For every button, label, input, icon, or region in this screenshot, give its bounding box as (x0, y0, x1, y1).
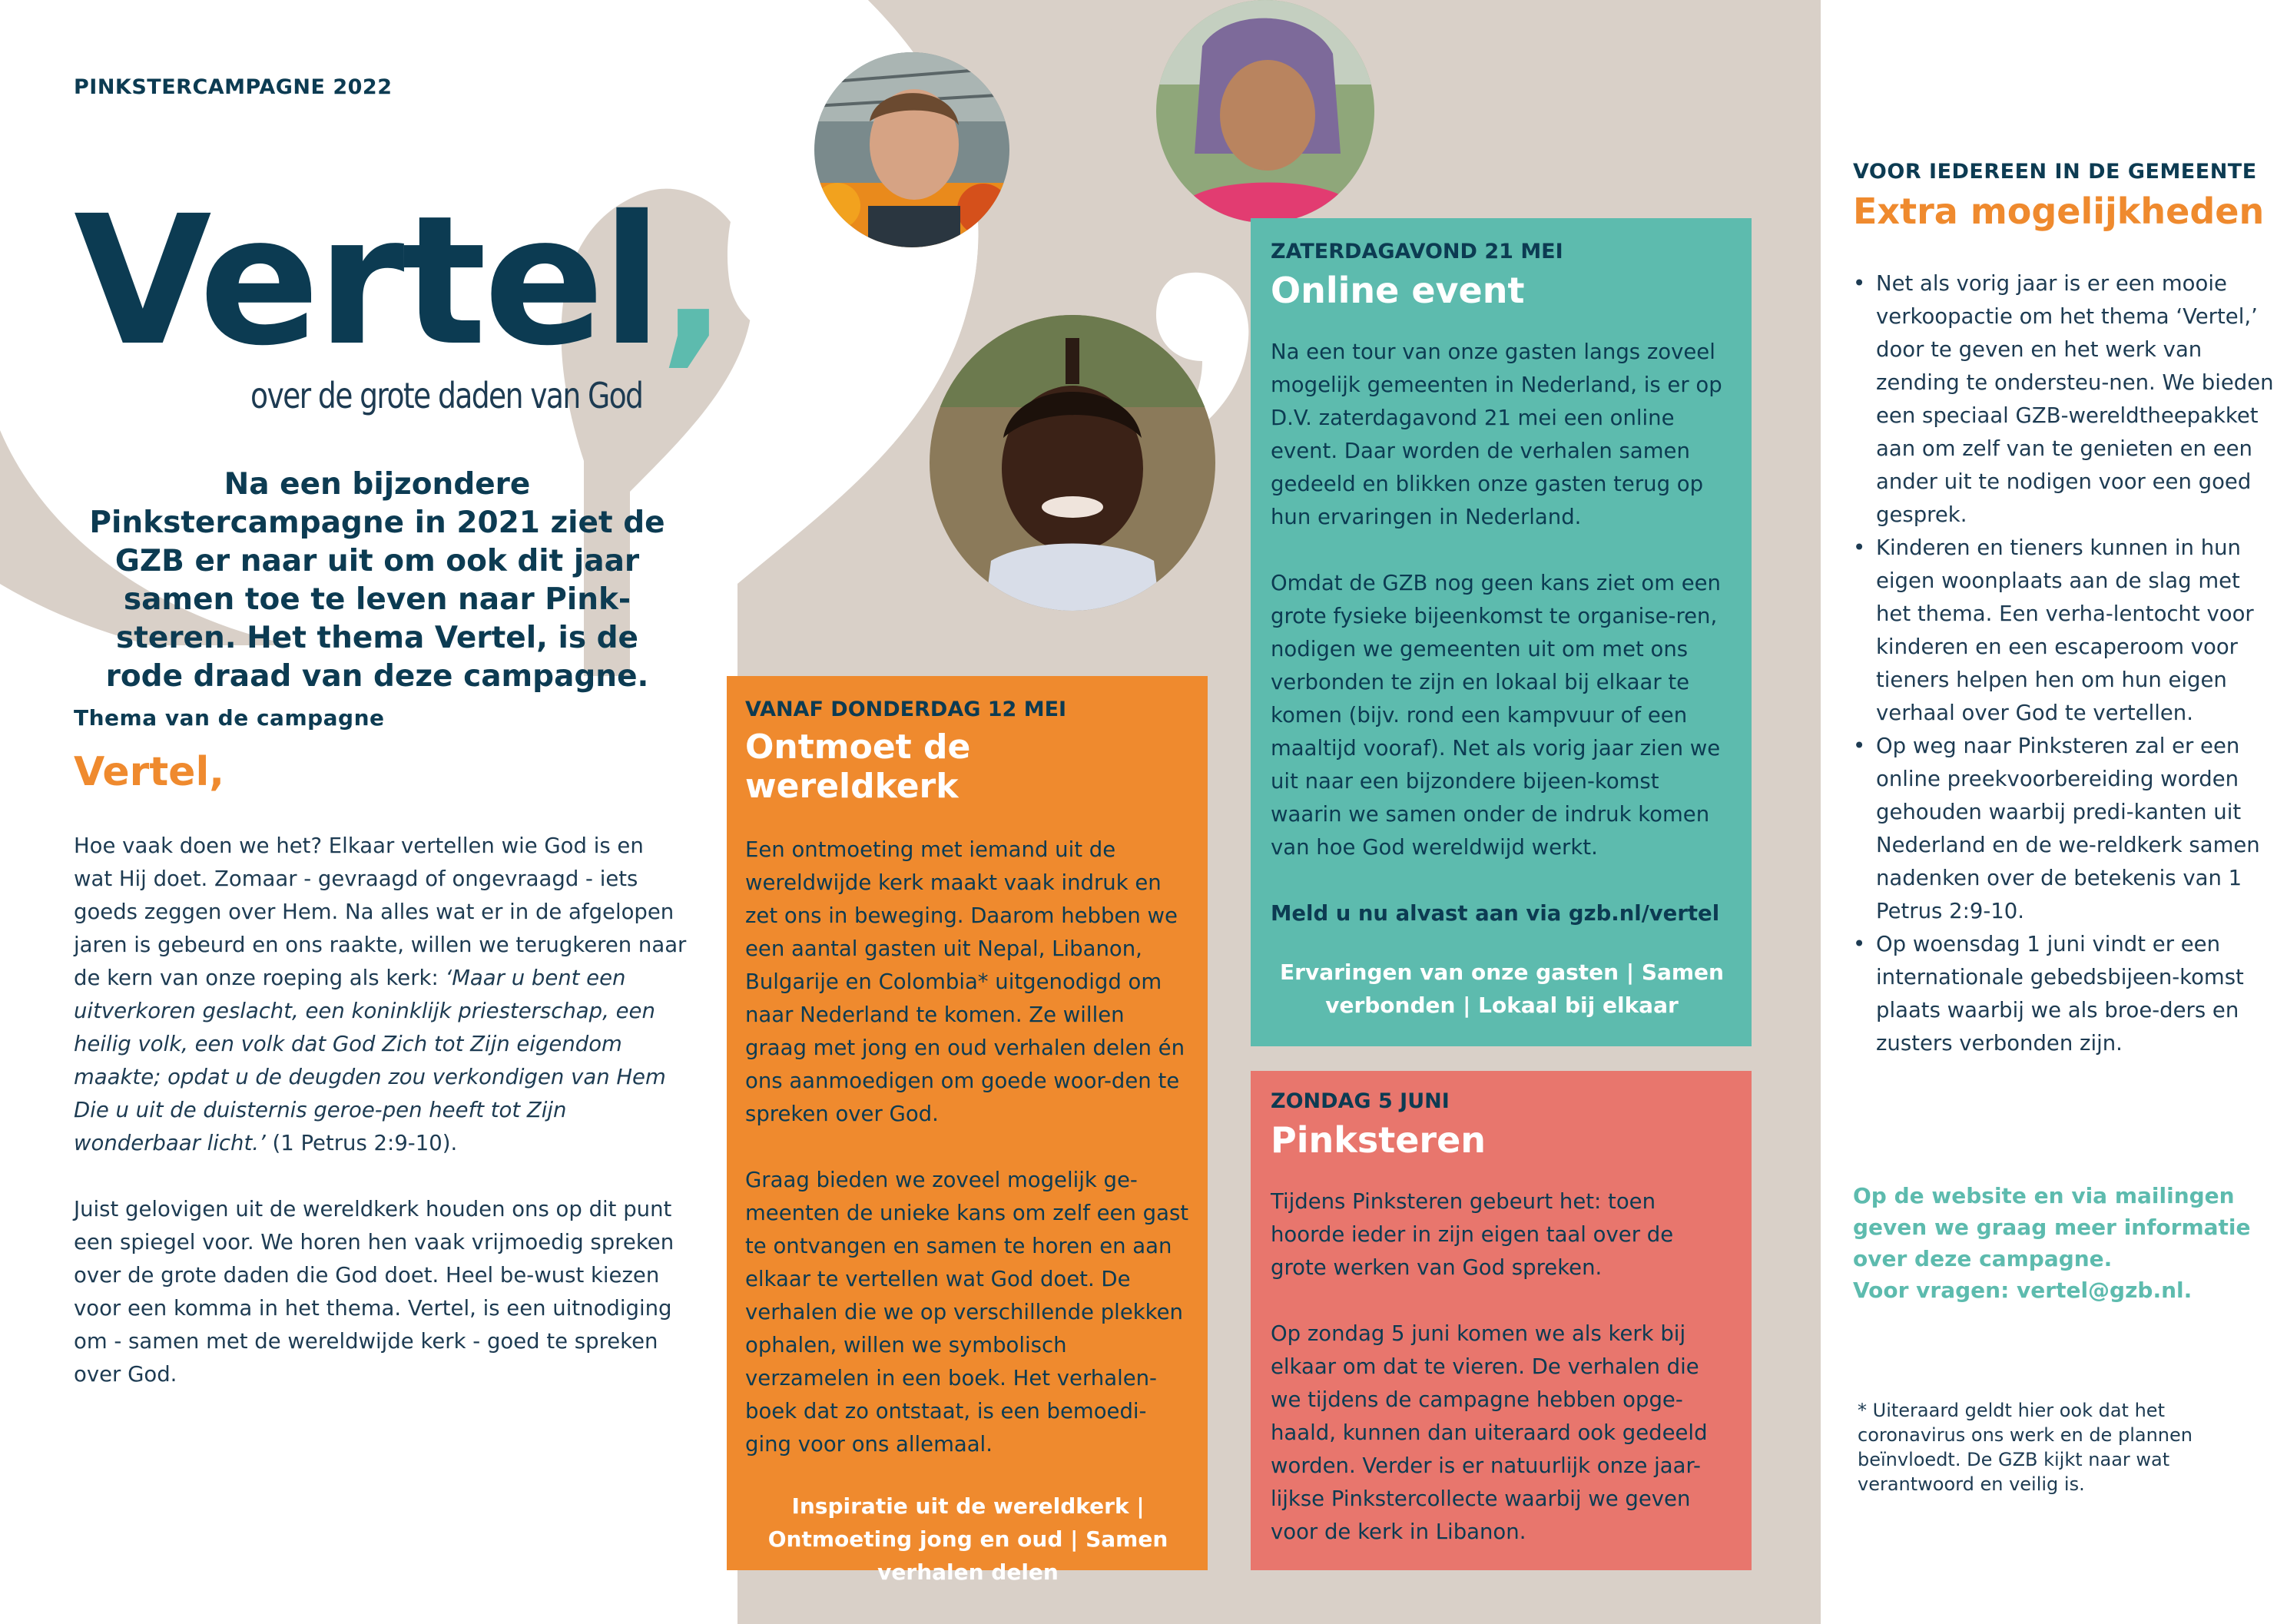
teal-box-paragraph-1: Na een tour van onze gasten langs zoveel mogelijk gemeenten in Nederland, is er op D.V. zaterdagavond 21 mei een online event. Daar worden de verhalen samen gedeeld en blikken onze gasten terug op hun ervaringen in Nederland. (1271, 340, 1722, 529)
hero-subtitle: over de grote daden van God (250, 375, 643, 416)
orange-box-footer: Inspiratie uit de wereldkerk | Ontmoeting jong en oud | Samen verhalen delen (767, 1493, 1168, 1585)
theme-p1-text: Hoe vaak doen we het? Elkaar vertellen wie God is en wat Hij doet. Zomaar - gevraagd of ongevraagd - iets goeds zeggen over Hem. Na alles wat er in de afgelopen jaren is gebeurd en ons raakte, willen we terugkeren naar de kern van onze roeping als kerk: (74, 834, 687, 990)
coral-box-paragraph-1: Tijdens Pinksteren gebeurt het: toen hoorde ieder in zijn eigen taal over de grote werken van God spreken. (1271, 1189, 1674, 1280)
hero-title-text: Vertel (74, 177, 660, 385)
right-col-bullet-list (1853, 267, 2275, 1060)
right-col-website-note (1853, 1180, 2268, 1306)
hero-comma: , (659, 177, 724, 385)
hero-title (74, 177, 724, 385)
list-item: • Op weg naar Pinksteren zal er een online preekvoorbereiding worden gehouden waarbij predi-kanten uit Nederland en de we-reldkerk samen nadenken over de betekenis van 1 Petrus 2:9-10. (1876, 730, 2275, 928)
coral-box-paragraph-2: Op zondag 5 juni komen we als kerk bij elkaar om dat te vieren. De verhalen die we tijdens de campagne hebben opge-haald, kunnen dan uiteraard ook gedeeld worden. Verder is er natuurlijk onze jaar-lijkse Pinkstercollecte waarbij we geven voor de kerk in Libanon. (1271, 1321, 1708, 1544)
list-item: • Kinderen en tieners kunnen in hun eigen woonplaats aan de slag met het thema. Een verha-lentocht voor kinderen en een escaperoom voor tieners helpen hen om hun eigen verhaal over God te vertellen. (1876, 532, 2275, 730)
theme-quote-ref: (1 Petrus 2:9-10). (265, 1131, 458, 1155)
orange-box-meet-world-church (727, 676, 1208, 1585)
orange-box-paragraph-2: Graag bieden we zoveel mogelijk ge-meenten de unieke kans om zelf een gast te ontvangen en samen te horen en aan elkaar te vertellen wat God doet. De verhalen die we op verschillende plekken ophalen, willen we symbolisch verzamelen in een boek. Het verhalen-boek dat zo ontstaat, is een bemoedi-ging voor ons allemaal. (745, 1168, 1189, 1457)
photo-man (814, 52, 1009, 247)
website-note-text: Op de website en via mailingen geven we graag meer informatie over deze campagne. (1853, 1183, 2251, 1271)
teal-box-footer: Ervaringen van onze gasten | Samen verbonden | Lokaal bij elkaar (1280, 959, 1724, 1018)
list-item: • Net als vorig jaar is er een mooie verkoopactie om het thema ‘Vertel,’ door te geven en het werk van zending te onderstеu-nen. We bieden een speciaal GZB-wereldtheepakket aan om zelf van te genieten en een ander uit te nodigen voor een goed gesprek. (1876, 267, 2275, 532)
teal-box-signup[interactable]: Meld u nu alvast aan via gzb.nl/vertel (1271, 901, 1720, 926)
coral-box-body (1271, 1185, 1733, 1549)
right-col-title: Extra mogelijkheden (1853, 191, 2265, 232)
coral-box-title: Pinksteren (1271, 1119, 1487, 1161)
photo-woman (1156, 0, 1374, 223)
coral-box-eyebrow: ZONDAG 5 JUNI (1271, 1089, 1450, 1113)
right-col-eyebrow: VOOR IEDEREEN IN DE GEMEENTE (1853, 160, 2257, 184)
orange-box-eyebrow: VANAF DONDERDAG 12 MEI (745, 698, 1067, 721)
teal-box-title: Online event (1271, 270, 1525, 311)
theme-label: Thema van de campagne (74, 705, 385, 731)
theme-paragraph-2: Juist gelovigen uit de wereldkerk houden ons op dit punt een spiegel voor. We horen hen vaak vrijmoedig spreken over de grote daden die God doet. Heel be-wust kiezen voor een komma in het thema. Vertel, is een uitnodiging om - samen met de wereldwijde kerk - goed te spreken over God. (74, 1197, 674, 1387)
teal-box-eyebrow: ZATERDAGAVOND 21 MEI (1271, 240, 1563, 263)
hero-intro: Na een bijzondere Pinkstercampagne in 2021 ziet de GZB er naar uit om ook dit jaar samen toe te leven naar Pink-steren. Het thema Vertel, is de rode draad van deze campagne. (89, 467, 665, 694)
theme-quote: ‘Maar u bent een uitverkoren geslacht, een koninklijk priesterschap, een heilig volk, een volk dat God Zich tot Zijn eigendom maakte; opdat u de deugden zou verkondigen van Hem Die u uit de duisternis geroe-pen heeft tot Zijn wonderbaar licht.’ (74, 966, 666, 1155)
teal-box-body (1271, 336, 1733, 930)
photo-girl (930, 315, 1215, 611)
orange-box-title: Ontmoet de wereldkerk (745, 727, 971, 806)
theme-body (74, 830, 688, 1424)
theme-title: Vertel, (74, 749, 225, 795)
list-item: • Op woensdag 1 juni vindt er een internationale gebedsbijeen-komst plaats waarbij we als broe-ders en zusters verbonden zijn. (1876, 928, 2275, 1060)
orange-box-paragraph-1: Een ontmoeting met iemand uit de wereldwijde kerk maakt vaak indruk en zet ons in beweging. Daarom hebben we een aantal gasten uit Nepal, Libanon, Bulgarije en Colombia* uitgenodigd om naar Nederland te komen. Ze willen graag met jong en oud verhalen delen én ons aanmoedigen om goede woor-den te spreken over God. (745, 837, 1185, 1126)
teal-box-paragraph-2: Omdat de GZB nog geen kans ziet om een grote fysieke bijeenkomst te organise-ren, nodigen we gemeenten uit om met ons verbonden te zijn en lokaal bij elkaar te komen (bijv. rond een kampvuur of een maaltijd vooraf). Net als vorig jaar zien we uit naar een bijzondere bijeen-komst waarin we samen onder de indruk komen van hoe God wereldwijd werkt. (1271, 571, 1721, 860)
website-link[interactable]: www.gzb.nl/vertel (131, 1498, 634, 1555)
campaign-label: PINKSTERCAMPAGNE 2022 (74, 75, 393, 99)
contact-email[interactable]: Voor vragen: vertel@gzb.nl. (1853, 1278, 2193, 1303)
teal-box-online-event (1251, 218, 1752, 1046)
theme-paragraph-1 (74, 830, 688, 1160)
orange-box-body (745, 834, 1191, 1461)
coral-box-pentecost (1251, 1071, 1752, 1570)
footnote: * Uiteraard geldt hier ook dat het coronavirus ons werk en de plannen beïnvloedt. De GZB kijkt naar wat verantwoord en veilig is. (1858, 1400, 2193, 1495)
